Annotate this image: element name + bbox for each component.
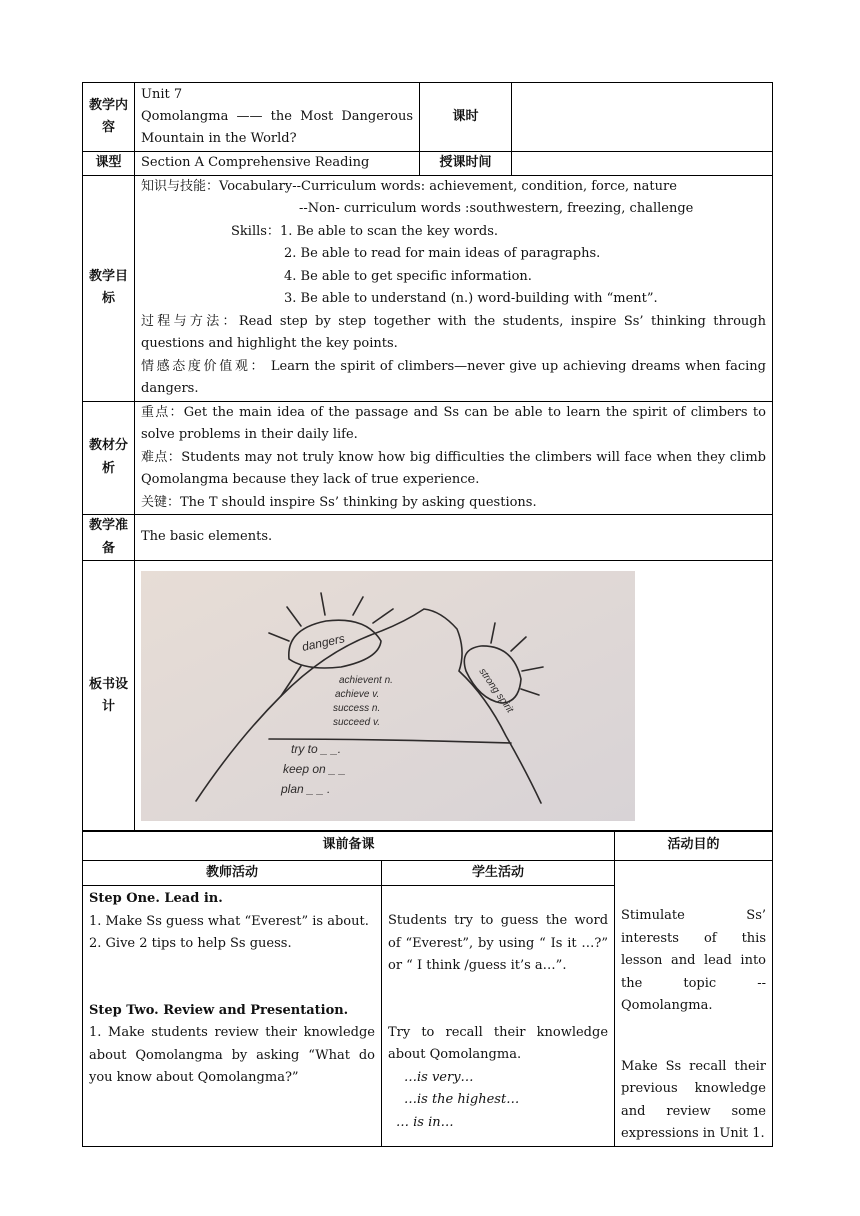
content-cell xyxy=(135,83,420,152)
step2-student: Try to recall their knowledge about Qomolangma. xyxy=(388,1024,609,1063)
blackboard-photo xyxy=(141,571,635,821)
skill-3: 4. Be able to get specific information. xyxy=(284,268,532,284)
vocab-curriculum: Vocabulary--Curriculum words: achievement, condition, force, nature xyxy=(219,178,677,194)
analysis-label: 教材分析 xyxy=(83,401,135,515)
process-method: 过程与方法：Read step by step together with the students, inspire Ss’ thinking through questions and highlight the key points. xyxy=(141,313,766,351)
pre-class-label: 课前备课 xyxy=(83,831,615,861)
purpose-cell xyxy=(615,861,773,1147)
board-label: 板书设计 xyxy=(83,561,135,832)
lesson-info-table xyxy=(82,82,773,832)
purpose-label: 活动目的 xyxy=(615,831,773,861)
preparation-label: 教学准备 xyxy=(83,515,135,561)
lesson-plan-table xyxy=(82,830,773,1147)
board-vocab-2: achieve v. xyxy=(335,689,380,700)
step1-item-b: 2. Give 2 tips to help Ss guess. xyxy=(89,936,292,952)
board-phrase-3: plan _ _ . xyxy=(281,782,331,796)
vocab-line xyxy=(141,176,766,199)
board-word-spirit: strong spirit xyxy=(476,666,516,716)
key-point: 关键：The T should inspire Ss’ thinking by asking questions. xyxy=(141,494,537,510)
step2-item-a: 1. Make students review their knowledge about Qomolangma by asking “What do you know about Qomolangma?” xyxy=(89,1025,375,1086)
content-row xyxy=(83,83,773,152)
skill-2: 2. Be able to read for main ideas of paragraphs. xyxy=(284,246,601,261)
knowledge-prefix: 知识与技能： xyxy=(141,178,220,194)
step2-student-2: …is the highest… xyxy=(404,1092,520,1108)
board-vocab-4: succeed v. xyxy=(333,717,381,728)
skill-1 xyxy=(141,221,766,244)
board-vocab-3: success n. xyxy=(333,703,381,714)
board-word-dangers: dangers xyxy=(300,631,347,654)
emotion-text: Learn the spirit of climbers—never give up achieving dreams when facing dangers. xyxy=(141,358,766,396)
period-value xyxy=(512,83,773,152)
plan-header-row xyxy=(83,831,773,861)
step2-student-1: …is very… xyxy=(404,1069,474,1085)
skill-1-text: 1. Be able to scan the key words. xyxy=(279,223,499,239)
step1-item-a: 1. Make Ss guess what “Everest” is about. xyxy=(89,913,369,929)
step1-title: Step One. Lead in. xyxy=(89,891,223,907)
vocab-noncurriculum: --Non- curriculum words :southwestern, freezing, challenge xyxy=(299,201,694,216)
lesson-title: Qomolangma —— the Most Dangerous Mountain in the World? xyxy=(141,109,413,146)
board-phrase-1: try to _ _. xyxy=(291,742,342,756)
board-row xyxy=(83,561,773,832)
unit-label: Unit 7 xyxy=(141,87,183,102)
lesson-type-value: Section A Comprehensive Reading xyxy=(135,152,420,176)
class-time-value xyxy=(512,152,773,176)
step2-title: Step Two. Review and Presentation. xyxy=(89,1002,349,1018)
period-label: 课时 xyxy=(420,83,512,152)
preparation-value: The basic elements. xyxy=(135,515,773,561)
analysis-cell xyxy=(135,401,773,515)
step1-purpose: Stimulate Ss’ interests of this lesson and lead into the topic -- Qomolangma. xyxy=(621,908,767,1013)
type-row xyxy=(83,152,773,176)
step2-student-3: … is in… xyxy=(396,1114,454,1130)
step1-teacher xyxy=(83,886,382,1146)
step1-student: Students try to guess the word of “Everest”, by using “ Is it …?” or “ I think /guess it’s a…”. xyxy=(388,913,609,974)
teacher-activity-label: 教师活动 xyxy=(83,861,382,886)
emotion-prefix: 情感态度价值观： xyxy=(141,358,267,374)
skill-4: 3. Be able to understand (n.) word-building with “ment”. xyxy=(284,291,658,306)
preparation-row xyxy=(83,515,773,561)
focus-point: 重点：Get the main idea of the passage and Ss can be able to learn the spirit of climbers to solve problems in their daily life. xyxy=(141,404,766,442)
student-cell xyxy=(382,886,615,1146)
objectives-cell xyxy=(135,175,773,401)
plan-subheader-row xyxy=(83,861,773,886)
class-time-label: 授课时间 xyxy=(420,152,512,176)
board-phrase-2: keep on _ _ xyxy=(283,762,346,776)
student-activity-label: 学生活动 xyxy=(382,861,615,886)
board-cell xyxy=(135,561,773,832)
analysis-row xyxy=(83,401,773,515)
objectives-label: 教学目标 xyxy=(83,175,135,401)
skills-label: Skills： xyxy=(231,223,280,239)
board-sketch xyxy=(141,571,635,821)
lesson-type-label: 课型 xyxy=(83,152,135,176)
difficult-point: 难点：Students may not truly know how big difficulties the climbers will face when they climb Qomolangma because they lack of true experience. xyxy=(141,449,766,487)
objectives-row xyxy=(83,175,773,401)
board-vocab-1: achievent n. xyxy=(339,675,393,686)
step2-purpose: Make Ss recall their previous knowledge and review some expressions in Unit 1. xyxy=(621,1058,767,1141)
emotion-value xyxy=(141,356,766,401)
content-label: 教学内容 xyxy=(83,83,135,152)
